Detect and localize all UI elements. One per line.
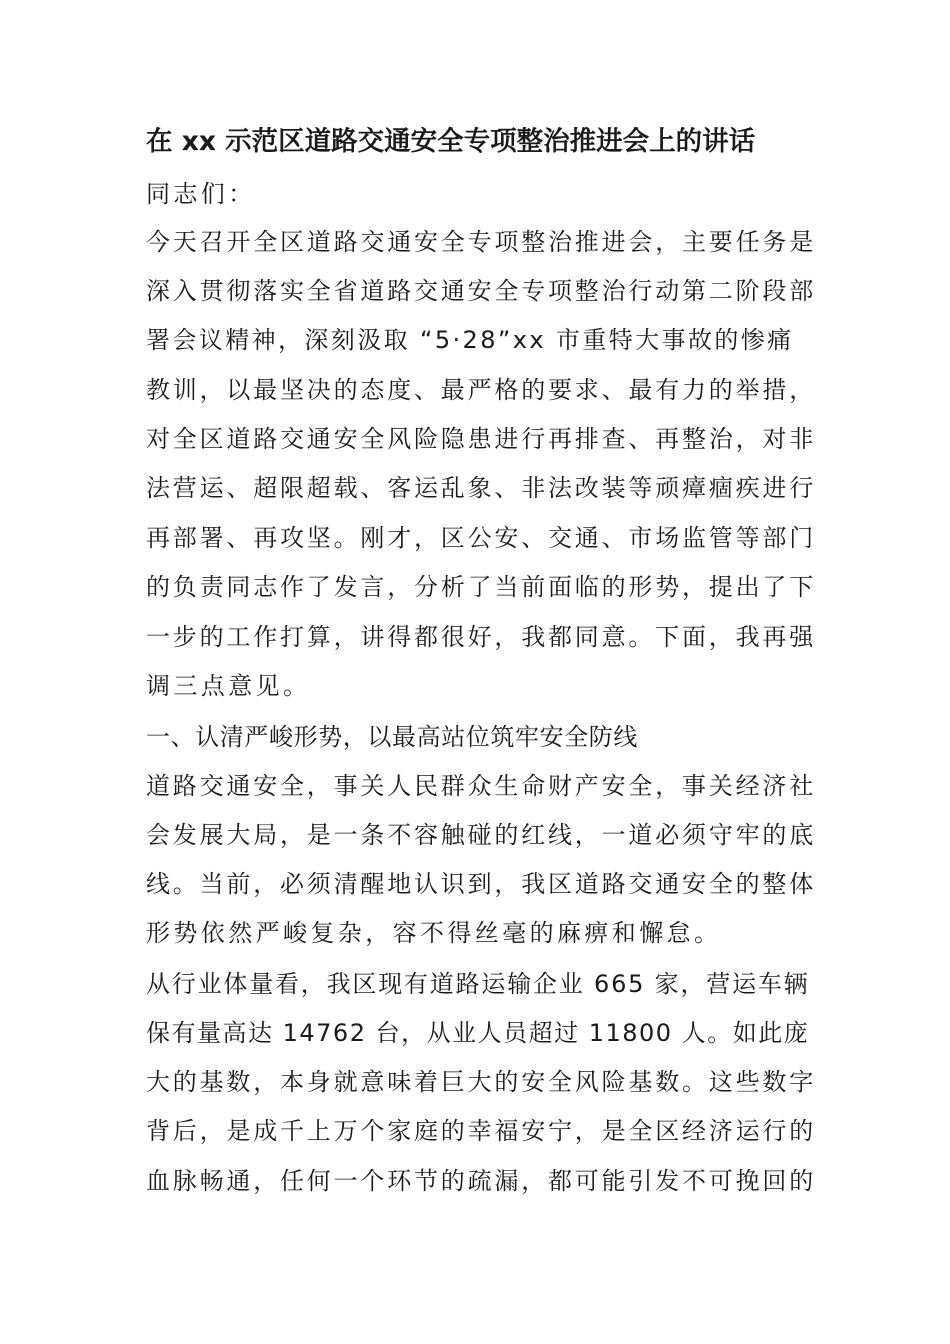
paragraph-line: 教训，以最坚决的态度、最严格的要求、最有力的举措， (146, 376, 816, 404)
paragraph-line: 从行业体量看，我区现有道路运输企业 665 家，营运车辆 (146, 970, 810, 998)
paragraph-line: 深入贯彻落实全省道路交通安全专项整治行动第二阶段部 (146, 277, 816, 305)
salutation: 同志们： (146, 180, 256, 208)
section-heading: 一、认清严峻形势，以最高站位筑牢安全防线 (146, 723, 638, 751)
paragraph-line: 线。当前，必须清醒地认识到，我区道路交通安全的整体 (146, 870, 816, 898)
paragraph-line: 血脉畅通，任何一个环节的疏漏，都可能引发不可挽回的 (146, 1167, 816, 1195)
paragraph-line: 形势依然严峻复杂，容不得丝毫的麻痹和懈怠。 (146, 919, 722, 947)
paragraph-line: 再部署、再攻坚。刚才，区公安、交通、市场监管等部门 (146, 524, 816, 552)
document-title: 在 xx 示范区道路交通安全专项整治推进会上的讲话 (146, 126, 756, 157)
paragraph-line: 今天召开全区道路交通安全专项整治推进会，主要任务是 (146, 228, 816, 256)
paragraph-line: 背后，是成千上万个家庭的幸福安宁，是全区经济运行的 (146, 1117, 816, 1145)
paragraph-line: 大的基数，本身就意味着巨大的安全风险基数。这些数字 (146, 1068, 816, 1096)
paragraph-line: 调三点意见。 (146, 672, 311, 700)
paragraph-line: 会发展大局，是一条不容触碰的红线，一道必须守牢的底 (146, 821, 816, 849)
paragraph-line: 一步的工作打算，讲得都很好，我都同意。下面，我再强 (146, 623, 816, 651)
paragraph-line: 法营运、超限超载、客运乱象、非法改装等顽瘴痼疾进行 (146, 474, 816, 502)
paragraph-line: 署会议精神，深刻汲取 “5·28”xx 市重特大事故的惨痛 (146, 326, 794, 354)
paragraph-line: 对全区道路交通安全风险隐患进行再排查、再整治，对非 (146, 425, 816, 453)
paragraph-line: 保有量高达 14762 台，从业人员超过 11800 人。如此庞 (146, 1019, 810, 1047)
paragraph-line: 道路交通安全，事关人民群众生命财产安全，事关经济社 (146, 772, 816, 800)
paragraph-line: 的负责同志作了发言，分析了当前面临的形势，提出了下 (146, 573, 816, 601)
